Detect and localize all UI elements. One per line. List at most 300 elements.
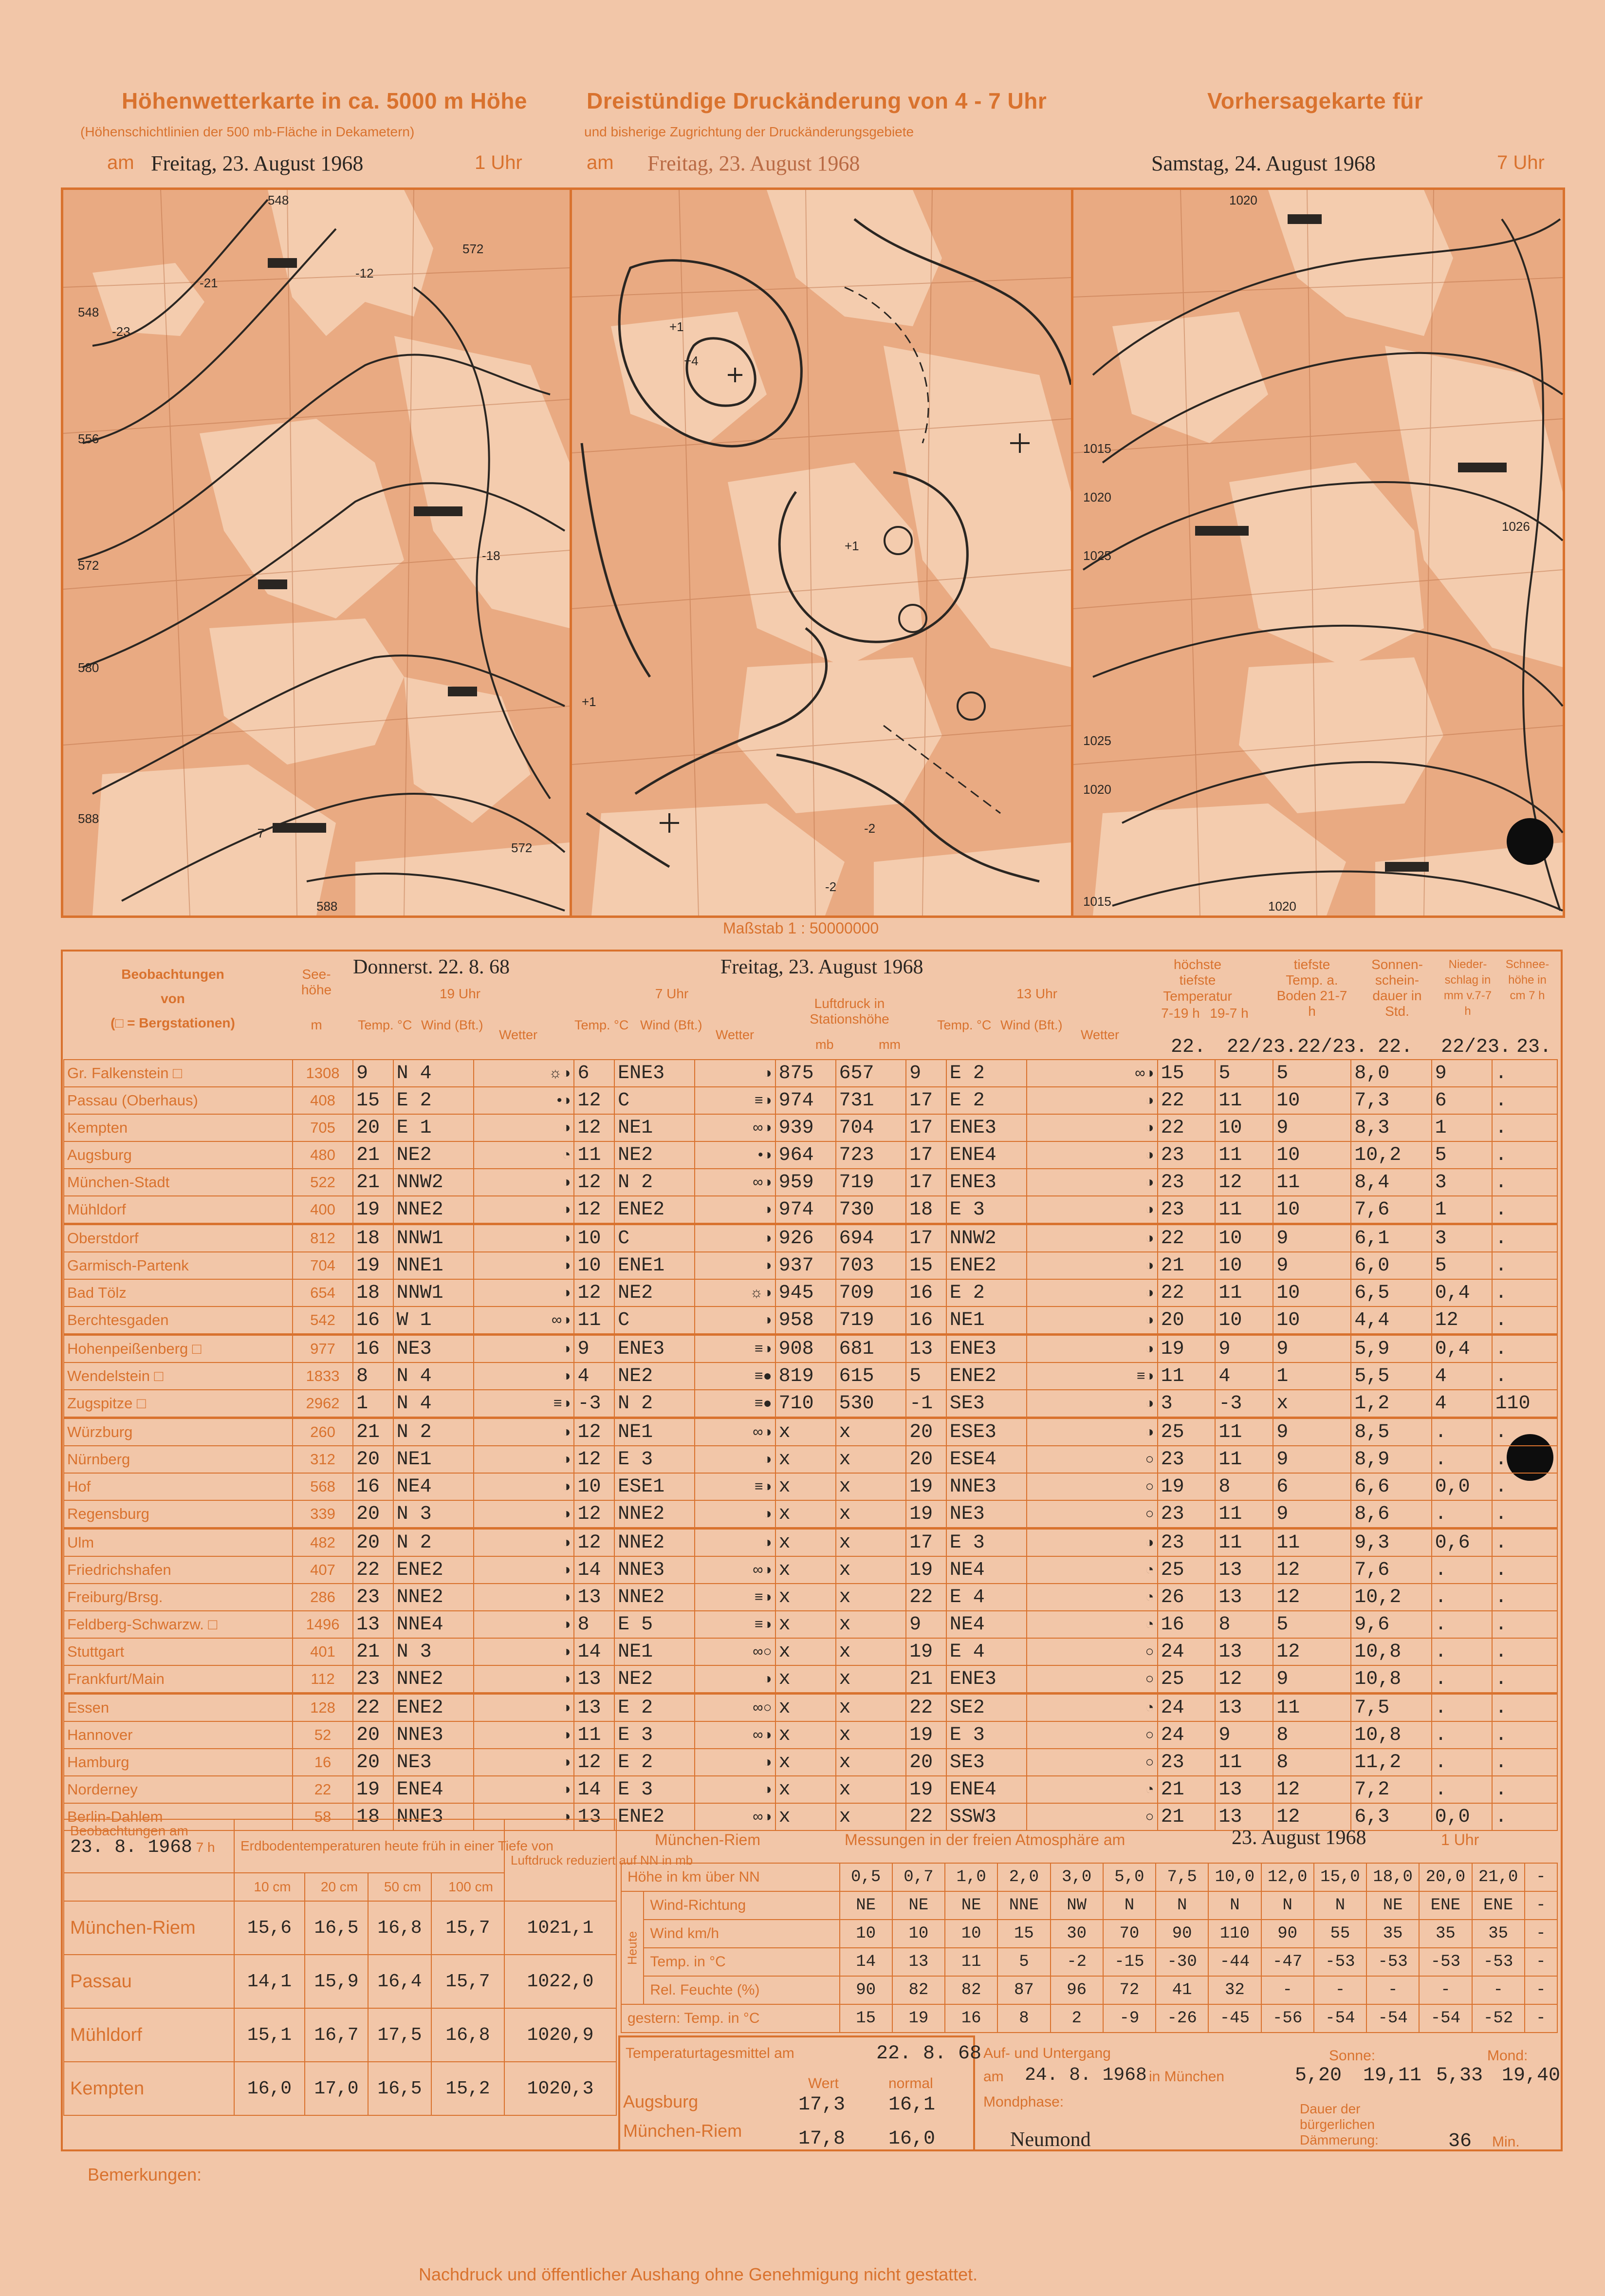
sun-rise: 5,20 [1295, 2065, 1342, 2087]
cell-w7: E 3 [614, 1446, 695, 1473]
soil-station: Kempten [64, 2062, 234, 2115]
cell-name: Hof [64, 1473, 293, 1500]
cell-w7: E 2 [614, 1694, 695, 1722]
cell-x13: ◑ [1027, 1279, 1158, 1307]
cell-t7: 6 [574, 1060, 614, 1087]
cell-ground: 1 [1273, 1363, 1351, 1390]
sub-temp-13: Temp. °C [937, 1018, 992, 1032]
aero-value: -54 [1366, 2004, 1419, 2033]
cell-mm: x [836, 1721, 906, 1749]
tagesmittel-name-muenchen: München-Riem [623, 2121, 742, 2141]
cell-mm: 723 [836, 1141, 906, 1169]
cell-w7: NE1 [614, 1638, 695, 1665]
cell-x19: ◑ [474, 1665, 574, 1694]
cell-t7: 12 [574, 1169, 614, 1196]
cell-hi: 22 [1158, 1224, 1216, 1252]
cell-h: 480 [293, 1141, 353, 1169]
cell-x7: ≡◑ [695, 1584, 775, 1611]
cell-w19: ENE2 [393, 1556, 474, 1584]
tagesmittel-wert: Wert [808, 2075, 839, 2091]
cell-x7: ◑ [695, 1776, 775, 1803]
cell-w7: ENE2 [614, 1196, 695, 1224]
cell-w19: NNW1 [393, 1224, 474, 1252]
cell-t19: 18 [353, 1279, 393, 1307]
table-row [64, 1252, 1557, 1279]
cell-h: 1833 [293, 1363, 353, 1390]
aero-value: 35 [1472, 1920, 1525, 1948]
cell-x7: •◑ [695, 1141, 775, 1169]
cell-t7: 12 [574, 1418, 614, 1446]
cell-mb: 959 [775, 1169, 836, 1196]
cell-sun: 1,2 [1351, 1390, 1431, 1418]
cell-ground: 5 [1273, 1060, 1351, 1087]
observation-table [63, 1059, 1558, 1831]
cell-t19: 21 [353, 1141, 393, 1169]
cell-rain: 4 [1432, 1390, 1492, 1418]
bemerkungen-label: Bemerkungen: [88, 2165, 202, 2184]
footer-note: Nachdruck und öffentlicher Aushang ohne Genehmigung nicht gestattet. [419, 2264, 978, 2284]
cell-h: 52 [293, 1721, 353, 1749]
svg-text:+1: +1 [669, 319, 684, 334]
cell-rain: 0,4 [1432, 1335, 1492, 1363]
cell-t13: 20 [906, 1749, 946, 1776]
cell-x19: ◑ [474, 1638, 574, 1665]
aero-value: - [1525, 1976, 1557, 2004]
cell-x19: ≡◑ [474, 1390, 574, 1418]
cell-w7: ESE1 [614, 1473, 695, 1500]
cell-w19: E 2 [393, 1087, 474, 1114]
svg-text:+1: +1 [582, 694, 596, 709]
cell-x13: ○ [1027, 1446, 1158, 1473]
aero-height: 5,0 [1103, 1863, 1156, 1891]
cell-sun: 8,6 [1351, 1500, 1431, 1529]
cell-mb: x [775, 1803, 836, 1830]
cell-name: Passau (Oberhaus) [64, 1087, 293, 1114]
cell-snow: . [1492, 1307, 1557, 1335]
cell-name: Gr. Falkenstein □ [64, 1060, 293, 1087]
cell-sun: 10,2 [1351, 1584, 1431, 1611]
svg-text:-2: -2 [825, 879, 837, 894]
svg-text:1025: 1025 [1083, 548, 1111, 563]
sub-temp-7: Temp. °C [574, 1018, 629, 1032]
sun-date: 24. 8. 1968 [1025, 2065, 1147, 2086]
cell-sun: 9,6 [1351, 1611, 1431, 1638]
cell-t19: 20 [353, 1114, 393, 1141]
aero-row [621, 2004, 1557, 2033]
table-row [64, 1749, 1557, 1776]
aero-value: NW [1051, 1891, 1103, 1920]
cell-t19: 20 [353, 1749, 393, 1776]
map2-date: Freitag, 23. August 1968 [647, 151, 860, 175]
cell-snow: . [1492, 1279, 1557, 1307]
aero-value: - [1525, 1920, 1557, 1948]
tagesmittel-date: 22. 8. 68 [876, 2043, 982, 2065]
cell-snow: . [1492, 1114, 1557, 1141]
cell-name: Würzburg [64, 1418, 293, 1446]
cell-hi: 25 [1158, 1418, 1216, 1446]
aero-value: - [1366, 1976, 1419, 2004]
cell-h: 400 [293, 1196, 353, 1224]
cell-rain: 3 [1432, 1169, 1492, 1196]
cell-t13: 16 [906, 1279, 946, 1307]
cell-snow: . [1492, 1224, 1557, 1252]
cell-lo: 4 [1215, 1363, 1273, 1390]
aero-row [621, 1891, 1557, 1920]
cell-name: Augsburg [64, 1141, 293, 1169]
cell-h: 16 [293, 1749, 353, 1776]
cell-mb: 974 [775, 1087, 836, 1114]
cell-name: Mühldorf [64, 1196, 293, 1224]
cell-hi: 23 [1158, 1196, 1216, 1224]
cell-w7: E 2 [614, 1749, 695, 1776]
cell-t7: 10 [574, 1224, 614, 1252]
table-row [64, 1665, 1557, 1694]
svg-text:548: 548 [268, 193, 289, 207]
cell-hi: 23 [1158, 1500, 1216, 1529]
cell-x7: ∞◑ [695, 1721, 775, 1749]
cell-mm: 657 [836, 1060, 906, 1087]
svg-text:-7: -7 [253, 826, 265, 840]
tagesmittel-name-augsburg: Augsburg [623, 2091, 699, 2111]
cell-x7: ≡◑ [695, 1611, 775, 1638]
cell-ground: 6 [1273, 1473, 1351, 1500]
cell-h: 542 [293, 1307, 353, 1335]
cell-snow: . [1492, 1141, 1557, 1169]
soil-header-luft: Luftdruck reduziert auf NN in mb [504, 1819, 616, 1901]
cell-sun: 8,0 [1351, 1060, 1431, 1087]
aero-date: 23. August 1968 [1232, 1827, 1366, 1849]
aero-title: Messungen in der freien Atmosphäre am [845, 1831, 1125, 1848]
obs-header-m: m [311, 1017, 322, 1032]
cell-t19: 20 [353, 1529, 393, 1557]
cell-w13: E 4 [946, 1584, 1027, 1611]
cell-name: Berlin-Dahlem [64, 1803, 293, 1830]
map3-date: Samstag, 24. August 1968 [1151, 151, 1376, 175]
cell-x13: ○ [1027, 1803, 1158, 1830]
cell-mb: x [775, 1776, 836, 1803]
soil-row [64, 1955, 616, 2008]
cell-sun: 7,3 [1351, 1087, 1431, 1114]
moonphase-label: Mondphase: [983, 2094, 1064, 2110]
obs-header-d2223-b: 22/23. [1297, 1036, 1368, 1058]
aero-value: 8 [997, 2004, 1050, 2033]
soil-depth-100: 100 cm [431, 1873, 504, 1901]
sub-mb: mb [815, 1037, 834, 1052]
cell-rain: . [1432, 1776, 1492, 1803]
table-row [64, 1114, 1557, 1141]
cell-snow: . [1492, 1252, 1557, 1279]
aero-value: 110 [1208, 1920, 1261, 1948]
cell-x7: ◑ [695, 1529, 775, 1557]
cell-t7: 4 [574, 1363, 614, 1390]
soil-row [64, 2062, 616, 2115]
cell-t7: 10 [574, 1252, 614, 1279]
cell-w19: NNW1 [393, 1279, 474, 1307]
soil-value: 17,0 [305, 2062, 368, 2115]
cell-w13: ENE4 [946, 1141, 1027, 1169]
svg-text:556: 556 [78, 431, 99, 446]
cell-lo: 13 [1215, 1638, 1273, 1665]
cell-ground: 10 [1273, 1141, 1351, 1169]
aero-value: N [1103, 1891, 1156, 1920]
cell-t7: 11 [574, 1307, 614, 1335]
cell-sun: 7,6 [1351, 1196, 1431, 1224]
forecast-map [1071, 187, 1565, 918]
cell-mm: 530 [836, 1390, 906, 1418]
cell-mb: x [775, 1721, 836, 1749]
cell-hi: 25 [1158, 1665, 1216, 1694]
map1-title: Höhenwetterkarte in ca. 5000 m Höhe [122, 88, 528, 113]
cell-w19: NNE3 [393, 1803, 474, 1830]
moonphase-value: Neumond [1010, 2128, 1091, 2151]
aero-value: - [1525, 2004, 1557, 2033]
cell-rain: . [1432, 1611, 1492, 1638]
cell-w13: SE3 [946, 1749, 1027, 1776]
cell-x7: ☼◑ [695, 1279, 775, 1307]
cell-x7: ◑ [695, 1252, 775, 1279]
cell-w13: NE4 [946, 1556, 1027, 1584]
cell-t7: 8 [574, 1611, 614, 1638]
cell-t13: 15 [906, 1252, 946, 1279]
cell-t13: 17 [906, 1529, 946, 1557]
cell-w7: ENE1 [614, 1252, 695, 1279]
cell-sun: 10,8 [1351, 1638, 1431, 1665]
cell-t13: 20 [906, 1446, 946, 1473]
cell-x7: ◑ [695, 1446, 775, 1473]
cell-x7: ∞◑ [695, 1418, 775, 1446]
cell-w7: NNE2 [614, 1584, 695, 1611]
cell-w19: N 2 [393, 1529, 474, 1557]
cell-sun: 8,3 [1351, 1114, 1431, 1141]
cell-hi: 22 [1158, 1087, 1216, 1114]
table-row [64, 1473, 1557, 1500]
cell-w19: NNE2 [393, 1196, 474, 1224]
cell-snow: . [1492, 1473, 1557, 1500]
cell-t19: 20 [353, 1446, 393, 1473]
aero-value: 72 [1103, 1976, 1156, 2004]
cell-w19: NNE2 [393, 1584, 474, 1611]
svg-text:588: 588 [78, 811, 99, 826]
cell-mm: 719 [836, 1307, 906, 1335]
table-row [64, 1529, 1557, 1557]
cell-x13: ◑ [1027, 1529, 1158, 1557]
tagesmittel-wert-augsburg: 17,3 [798, 2094, 846, 2116]
cell-name: Wendelstein □ [64, 1363, 293, 1390]
cell-w7: NE2 [614, 1363, 695, 1390]
cell-h: 1496 [293, 1611, 353, 1638]
cell-w13: NE4 [946, 1611, 1027, 1638]
svg-text:1026: 1026 [1502, 519, 1530, 534]
cell-name: Frankfurt/Main [64, 1665, 293, 1694]
cell-t7: 12 [574, 1529, 614, 1557]
cell-x13: ◑ [1027, 1252, 1158, 1279]
aero-value: -45 [1208, 2004, 1261, 2033]
cell-w7: NE2 [614, 1141, 695, 1169]
cell-hi: 23 [1158, 1749, 1216, 1776]
cell-x19: ◑ [474, 1529, 574, 1557]
aero-value: NE [840, 1891, 892, 1920]
cell-x19: ◑ [474, 1500, 574, 1529]
cell-w19: N 4 [393, 1363, 474, 1390]
cell-lo: 10 [1215, 1224, 1273, 1252]
cell-snow: . [1492, 1776, 1557, 1803]
cell-mm: 694 [836, 1224, 906, 1252]
cell-x19: ◑ [474, 1446, 574, 1473]
cell-t13: 19 [906, 1638, 946, 1665]
table-row [64, 1363, 1557, 1390]
cell-name: Ulm [64, 1529, 293, 1557]
cell-name: Stuttgart [64, 1638, 293, 1665]
soil-pressure: 1021,1 [504, 1901, 616, 1955]
cell-h: 812 [293, 1224, 353, 1252]
cell-t7: 9 [574, 1335, 614, 1363]
cell-x19: ◑ [474, 1473, 574, 1500]
aero-value: 90 [1261, 1920, 1314, 1948]
cell-hi: 19 [1158, 1473, 1216, 1500]
cell-w19: ENE4 [393, 1776, 474, 1803]
table-row [64, 1500, 1557, 1529]
aero-value: 11 [945, 1948, 997, 1976]
cell-x7: ◑ [695, 1665, 775, 1694]
cell-mb: x [775, 1694, 836, 1722]
cell-h: 128 [293, 1694, 353, 1722]
svg-text:580: 580 [78, 660, 99, 675]
cell-t19: 16 [353, 1473, 393, 1500]
aero-value: -44 [1208, 1948, 1261, 1976]
sub-wetter-13: Wetter [1081, 1027, 1120, 1042]
aero-value: NNE [997, 1891, 1050, 1920]
svg-text:-12: -12 [355, 266, 374, 280]
cell-t13: 19 [906, 1473, 946, 1500]
cell-lo: 13 [1215, 1584, 1273, 1611]
soil-value: 16,4 [368, 1955, 431, 2008]
cell-x13: ∞◑ [1027, 1060, 1158, 1087]
cell-sun: 9,3 [1351, 1529, 1431, 1557]
aero-value: 90 [840, 1976, 892, 2004]
cell-lo: 11 [1215, 1418, 1273, 1446]
cell-w7: N 2 [614, 1390, 695, 1418]
cell-rain: . [1432, 1721, 1492, 1749]
aero-value: NE [945, 1891, 997, 1920]
cell-hi: 3 [1158, 1390, 1216, 1418]
cell-hi: 11 [1158, 1363, 1216, 1390]
cell-ground: 9 [1273, 1500, 1351, 1529]
soil-value: 15,1 [234, 2008, 305, 2062]
aero-value: N [1314, 1891, 1366, 1920]
cell-w19: N 4 [393, 1060, 474, 1087]
cell-x19: ◑ [474, 1418, 574, 1446]
cell-t13: 13 [906, 1335, 946, 1363]
cell-x19: ☼◑ [474, 1060, 574, 1087]
obs-header-temperatur: Temperatur [1163, 989, 1232, 1004]
cell-rain: 5 [1432, 1252, 1492, 1279]
cell-lo: 5 [1215, 1060, 1273, 1087]
cell-x7: ≡● [695, 1390, 775, 1418]
cell-rain: . [1432, 1500, 1492, 1529]
table-row [64, 1694, 1557, 1722]
map1-am: am [107, 152, 134, 173]
cell-rain: 0,4 [1432, 1279, 1492, 1307]
cell-w13: NE3 [946, 1500, 1027, 1529]
soil-header-blank [64, 1873, 234, 1901]
aero-value: -53 [1419, 1948, 1472, 1976]
aero-value: 87 [997, 1976, 1050, 2004]
cell-lo: 11 [1215, 1500, 1273, 1529]
cell-sun: 7,5 [1351, 1694, 1431, 1722]
cell-t7: 14 [574, 1776, 614, 1803]
table-row [64, 1141, 1557, 1169]
sub-wind-7: Wind (Bft.) [640, 1018, 702, 1032]
cell-sun: 6,6 [1351, 1473, 1431, 1500]
cell-w13: ENE2 [946, 1252, 1027, 1279]
aero-row [621, 1920, 1557, 1948]
aero-height: 18,0 [1366, 1863, 1419, 1891]
tagesmittel-wert-muenchen: 17,8 [798, 2128, 846, 2150]
cell-w19: N 4 [393, 1390, 474, 1418]
cell-t13: 9 [906, 1060, 946, 1087]
cell-t13: 22 [906, 1694, 946, 1722]
aero-value: 16 [945, 2004, 997, 2033]
cell-h: 568 [293, 1473, 353, 1500]
svg-text:+1: +1 [845, 539, 859, 553]
cell-sun: 8,9 [1351, 1446, 1431, 1473]
cell-mm: x [836, 1500, 906, 1529]
cell-w19: NE4 [393, 1473, 474, 1500]
cell-x19: ◔ [474, 1141, 574, 1169]
cell-mb: 939 [775, 1114, 836, 1141]
aero-height: - [1525, 1863, 1557, 1891]
cell-x7: ≡● [695, 1363, 775, 1390]
cell-x19: ◑ [474, 1169, 574, 1196]
aero-value: - [1525, 1948, 1557, 1976]
aero-value: 15 [840, 2004, 892, 2033]
cell-mm: x [836, 1556, 906, 1584]
aero-heute-label: Heute [621, 1891, 644, 2004]
cell-w7: NE2 [614, 1279, 695, 1307]
cell-t19: 22 [353, 1694, 393, 1722]
cell-mm: 709 [836, 1279, 906, 1307]
cell-name: Kempten [64, 1114, 293, 1141]
aero-value: 10 [892, 1920, 945, 1948]
cell-mb: x [775, 1665, 836, 1694]
cell-t19: 21 [353, 1169, 393, 1196]
soil-value: 17,5 [368, 2008, 431, 2062]
cell-mb: x [775, 1611, 836, 1638]
cell-lo: -3 [1215, 1390, 1273, 1418]
aero-height: 20,0 [1419, 1863, 1472, 1891]
obs-header-schnee: Schnee-höhe in cm 7 h [1505, 958, 1550, 1002]
soil-station: Passau [64, 1955, 234, 2008]
cell-snow: . [1492, 1500, 1557, 1529]
cell-snow: . [1492, 1335, 1557, 1363]
obs-header-donnerst: Donnerst. 22. 8. 68 [353, 956, 510, 978]
aero-height: 0,7 [892, 1863, 945, 1891]
cell-sun: 6,1 [1351, 1224, 1431, 1252]
cell-w7: ENE2 [614, 1803, 695, 1830]
soil-pressure: 1020,3 [504, 2062, 616, 2115]
table-row [64, 1446, 1557, 1473]
moon-set: 19,40 [1502, 2065, 1561, 2087]
cell-hi: 15 [1158, 1060, 1216, 1087]
cell-w7: E 5 [614, 1611, 695, 1638]
cell-ground: 9 [1273, 1335, 1351, 1363]
cell-w13: NNW2 [946, 1224, 1027, 1252]
cell-mm: 681 [836, 1335, 906, 1363]
cell-ground: 9 [1273, 1224, 1351, 1252]
cell-name: Norderney [64, 1776, 293, 1803]
cell-x19: ◑ [474, 1749, 574, 1776]
cell-rain: 1 [1432, 1114, 1492, 1141]
